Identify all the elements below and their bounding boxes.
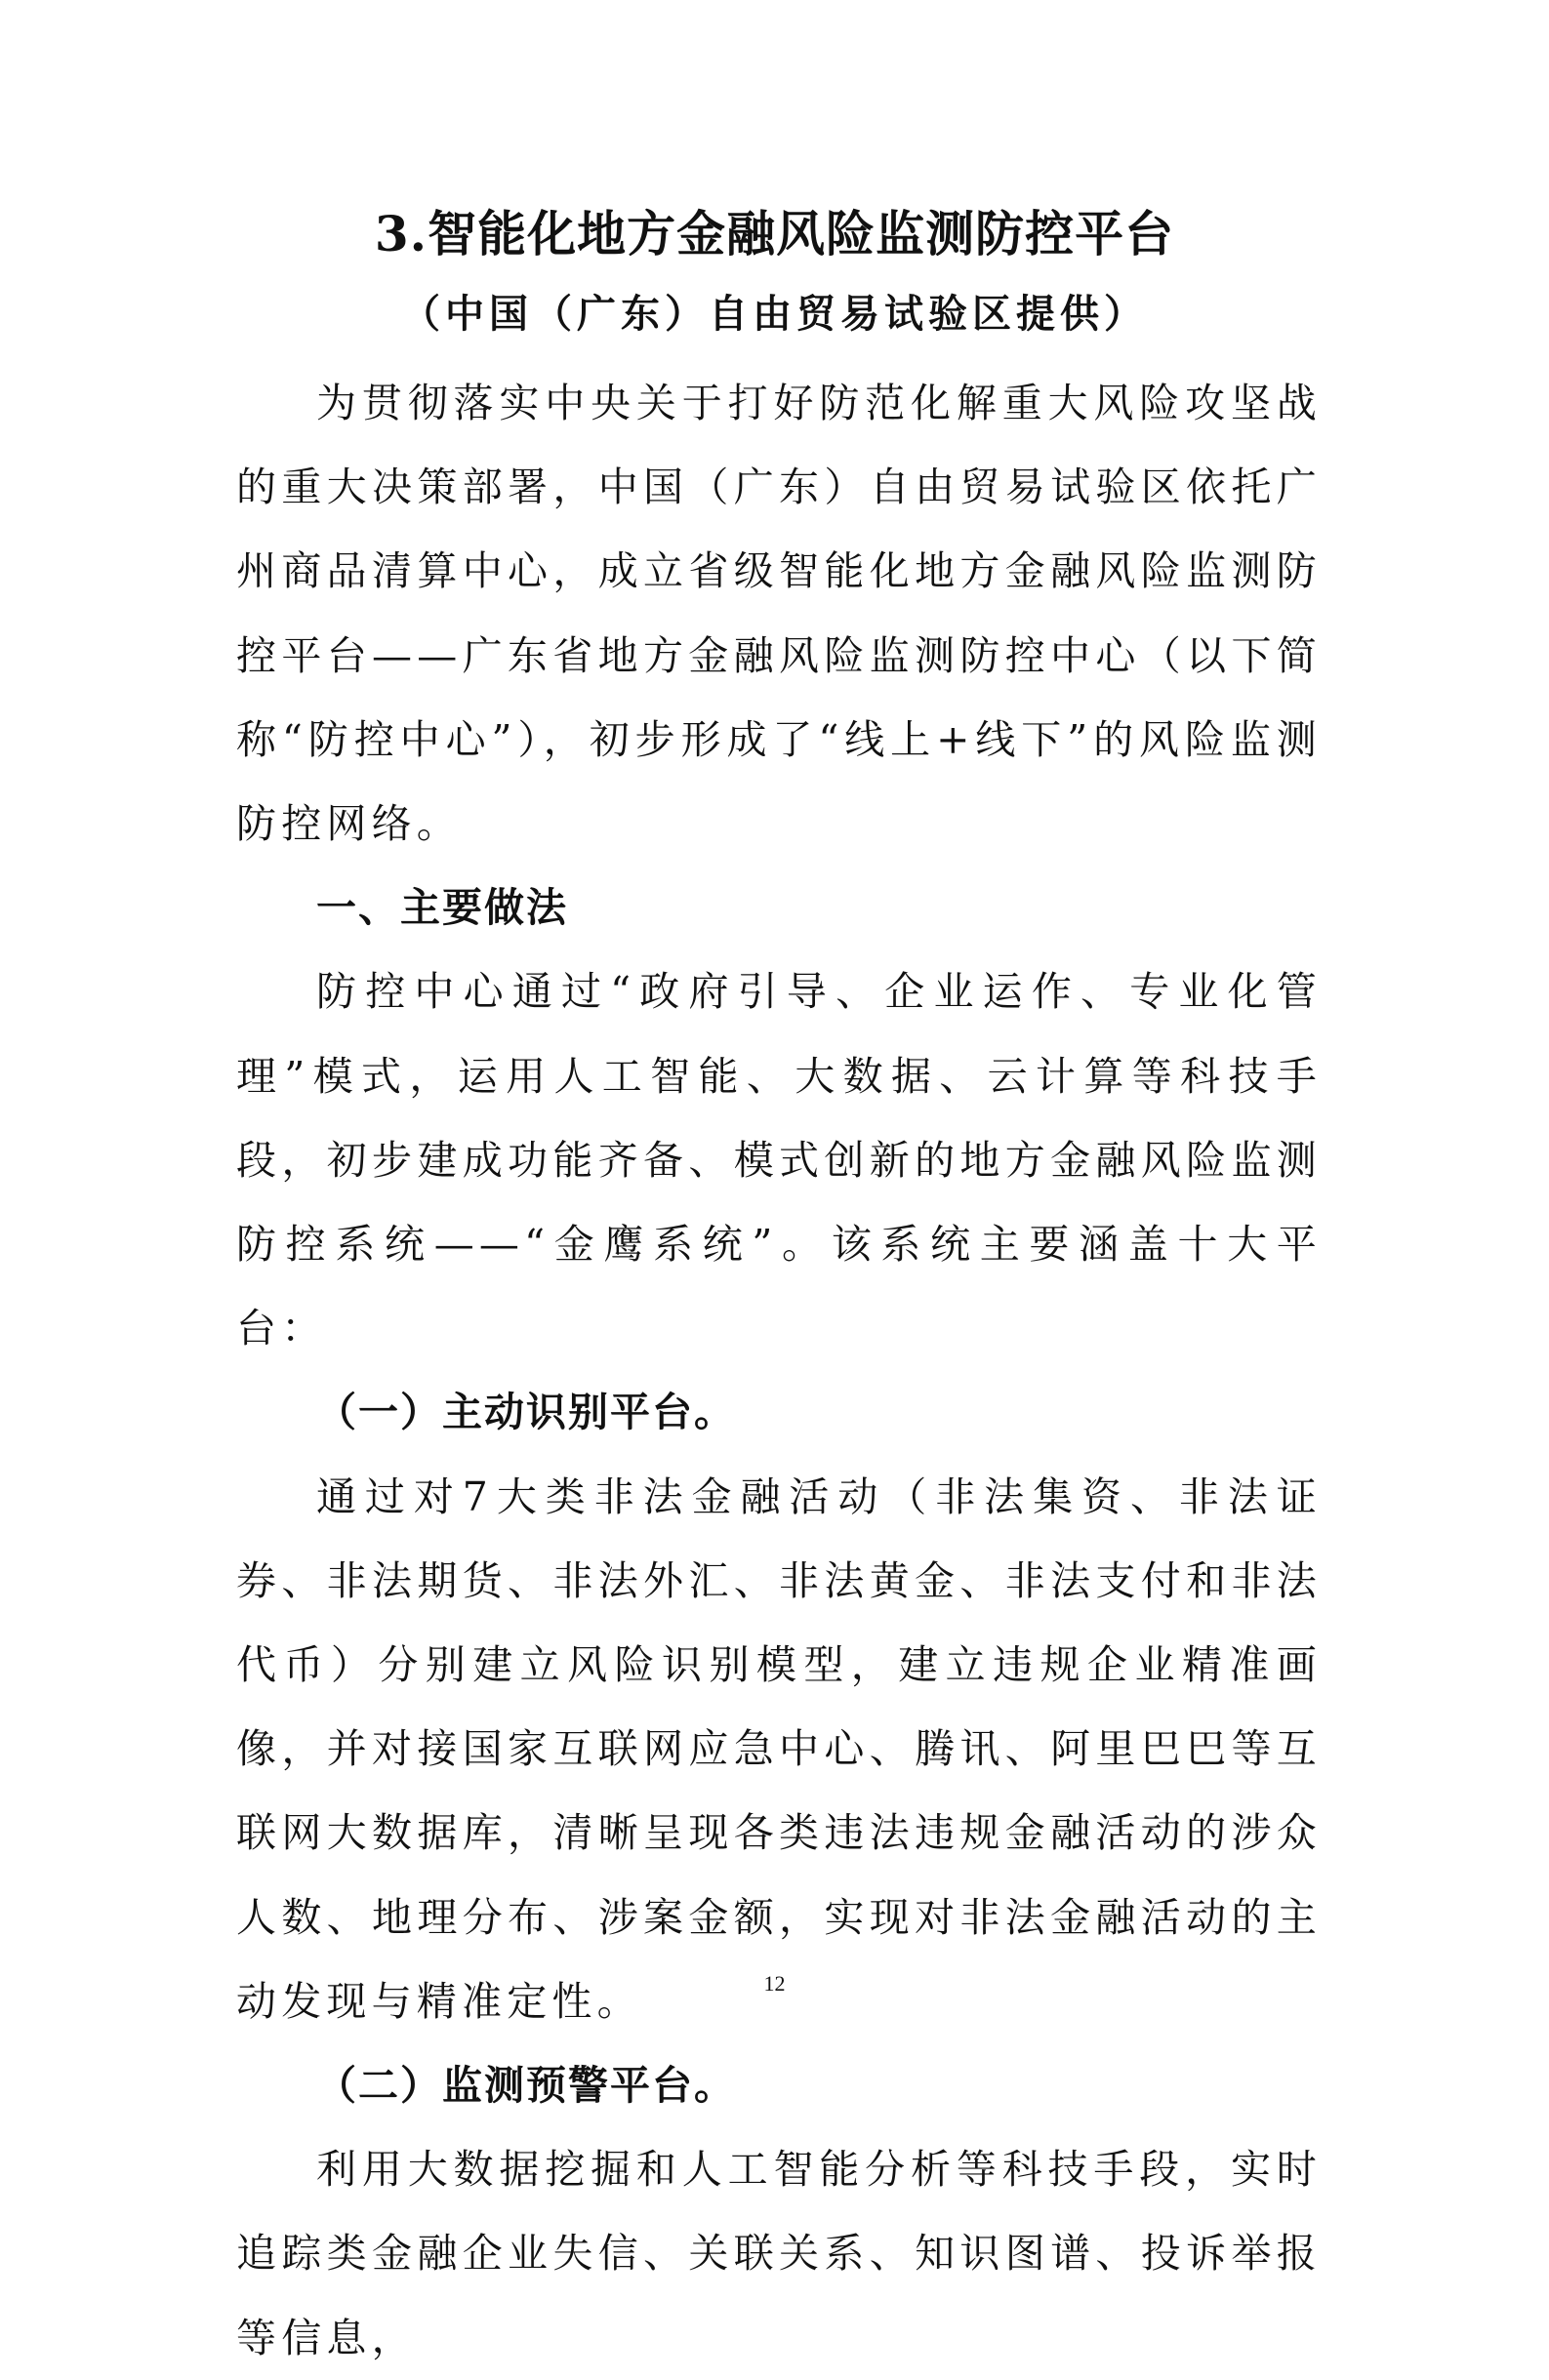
document-body (236, 361, 1322, 2380)
document-subtitle: （中国（广东）自由贸易试验区提供） (401, 292, 1148, 337)
subsection-paragraph: 通过对7大类非法金融活动（非法集资、非法证券、非法期货、非法外汇、非法黄金、非法支付和非法代币）分别建立风险识别模型，建立违规企业精准画像，并对接国家互联网应急中心、腾讯、阿里巴巴等互联网大数据库，清晰呈现各类违法违规金融活动的涉众人数、地理分布、涉案金额，实现对非法金融活动的主动发现与精准定性。 (236, 1472, 1322, 2025)
document-title: 3.智能化地方金融风险监测防控平台 (374, 205, 1175, 262)
page-number: 12 (763, 1971, 786, 1996)
subsection-heading-monitoring-warning: （二）监测预警平台。 (316, 2062, 736, 2110)
subsection-heading-active-identification: （一）主动识别平台。 (316, 1389, 736, 1436)
intro-paragraph: 为贯彻落实中央关于打好防范化解重大风险攻坚战的重大决策部署，中国（广东）自由贸易试验区依托广州商品清算中心，成立省级智能化地方金融风险监测防控平台——广东省地方金融风险监测防控中心（以下简称“防控中心”），初步形成了“线上+线下”的风险监测防控网络。 (236, 380, 1322, 848)
section-paragraph: 防控中心通过“政府引导、企业运作、专业化管理”模式，运用人工智能、大数据、云计算等科技手段，初步建成功能齐备、模式创新的地方金融风险监测防控系统——“金鹰系统”。该系统主要涵盖十大平台： (236, 968, 1322, 1352)
subsection-paragraph: 利用大数据挖掘和人工智能分析等科技手段，实时追踪类金融企业失信、关联关系、知识图谱、投诉举报等信息， (236, 2146, 1322, 2361)
section-heading-main-practices: 一、主要做法 (316, 884, 568, 932)
